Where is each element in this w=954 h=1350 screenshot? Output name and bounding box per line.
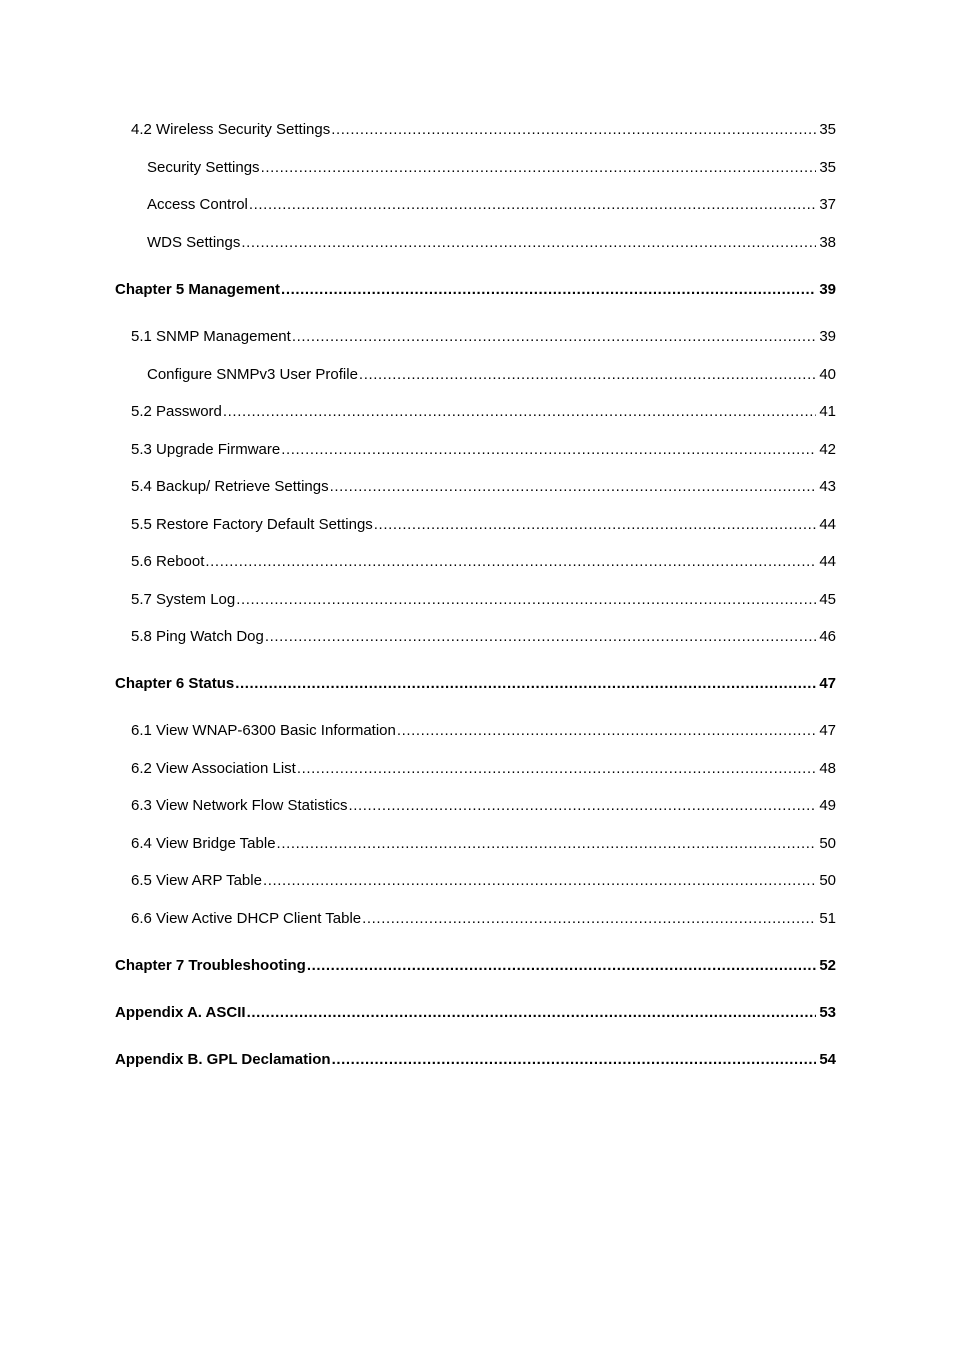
- toc-entry-page: 37: [819, 196, 836, 213]
- toc-entry-title: 5.5 Restore Factory Default Settings: [131, 516, 373, 533]
- toc-entry[interactable]: [115, 674, 836, 694]
- toc-entry-page: 41: [819, 403, 836, 420]
- toc-entry-page: 44: [819, 516, 836, 533]
- toc-dot-leader: [330, 477, 817, 497]
- toc-entry-page: 38: [819, 234, 836, 251]
- toc-dot-leader: [277, 834, 817, 854]
- toc-entry[interactable]: [131, 909, 836, 929]
- toc-entry-page: 47: [819, 675, 836, 692]
- toc-entry-title: 6.3 View Network Flow Statistics: [131, 797, 348, 814]
- toc-entry-page: 40: [819, 366, 836, 383]
- toc-entry-page: 51: [819, 910, 836, 927]
- toc-entry-title: 6.5 View ARP Table: [131, 872, 262, 889]
- toc-entry[interactable]: [131, 120, 836, 140]
- toc-dot-leader: [292, 327, 817, 347]
- toc-dot-leader: [281, 280, 816, 300]
- toc-entry-title: Security Settings: [147, 159, 260, 176]
- toc-entry[interactable]: [131, 759, 836, 779]
- toc-entry-page: 45: [819, 591, 836, 608]
- toc-entry-title: 5.1 SNMP Management: [131, 328, 291, 345]
- toc-entry[interactable]: [115, 1003, 836, 1023]
- toc-entry-page: 43: [819, 478, 836, 495]
- toc-entry[interactable]: [131, 590, 836, 610]
- toc-entry-title: 5.8 Ping Watch Dog: [131, 628, 264, 645]
- toc-entry[interactable]: [147, 195, 836, 215]
- toc-entry-page: 54: [819, 1051, 836, 1068]
- toc-entry-title: 4.2 Wireless Security Settings: [131, 121, 331, 138]
- toc-dot-leader: [362, 909, 816, 929]
- toc-dot-leader: [247, 1003, 817, 1023]
- toc-dot-leader: [307, 956, 816, 976]
- toc-entry[interactable]: [115, 956, 836, 976]
- toc-dot-leader: [235, 674, 816, 694]
- toc-entry-page: 53: [819, 1004, 836, 1021]
- toc-entry[interactable]: [115, 1050, 836, 1070]
- toc-entry-page: 52: [819, 957, 836, 974]
- toc-entry-title: Configure SNMPv3 User Profile: [147, 366, 358, 383]
- toc-entry-title: 5.2 Password: [131, 403, 222, 420]
- toc-entry-title: 5.3 Upgrade Firmware: [131, 441, 281, 458]
- toc-entry-page: 50: [819, 835, 836, 852]
- toc-entry-page: 35: [819, 159, 836, 176]
- toc-dot-leader: [359, 365, 816, 385]
- toc-dot-leader: [374, 515, 817, 535]
- toc-entry[interactable]: [131, 327, 836, 347]
- toc-entry[interactable]: [131, 721, 836, 741]
- toc-entry[interactable]: [131, 440, 836, 460]
- toc-dot-leader: [261, 158, 817, 178]
- toc-entry[interactable]: [147, 233, 836, 253]
- toc-entry-page: 47: [819, 722, 836, 739]
- toc-entry-title: Chapter 7 Troubleshooting: [115, 957, 306, 974]
- toc-dot-leader: [397, 721, 816, 741]
- toc-dot-leader: [236, 590, 816, 610]
- toc-entry-title: Appendix A. ASCII: [115, 1004, 246, 1021]
- toc-entry-title: 5.7 System Log: [131, 591, 236, 608]
- toc-dot-leader: [331, 120, 816, 140]
- toc-entry[interactable]: [115, 280, 836, 300]
- toc-entry-title: WDS Settings: [147, 234, 241, 251]
- toc-entry-page: 39: [819, 328, 836, 345]
- toc-dot-leader: [263, 871, 816, 891]
- toc-dot-leader: [223, 402, 816, 422]
- toc-entry-title: Appendix B. GPL Declamation: [115, 1051, 331, 1068]
- toc-entry-page: 42: [819, 441, 836, 458]
- toc-dot-leader: [265, 627, 816, 647]
- toc-entry-title: Chapter 5 Management: [115, 281, 281, 298]
- toc-entry-title: 6.2 View Association List: [131, 760, 296, 777]
- toc-entry-page: 49: [819, 797, 836, 814]
- toc-dot-leader: [241, 233, 816, 253]
- toc-dot-leader: [332, 1050, 817, 1070]
- toc-entry[interactable]: [131, 796, 836, 816]
- toc-entry[interactable]: [147, 158, 836, 178]
- toc-entry[interactable]: [131, 402, 836, 422]
- toc-dot-leader: [297, 759, 816, 779]
- toc-entry-title: 5.6 Reboot: [131, 553, 205, 570]
- toc-entry[interactable]: [131, 477, 836, 497]
- toc-entry-page: 46: [819, 628, 836, 645]
- toc-entry[interactable]: [131, 871, 836, 891]
- toc-entry-page: 35: [819, 121, 836, 138]
- toc-dot-leader: [348, 796, 816, 816]
- toc-entry-title: 6.1 View WNAP-6300 Basic Information: [131, 722, 396, 739]
- toc-entry-title: Chapter 6 Status: [115, 675, 235, 692]
- toc-entry-title: Access Control: [147, 196, 248, 213]
- toc-entry[interactable]: [131, 627, 836, 647]
- toc-entry-page: 48: [819, 760, 836, 777]
- toc-entry-title: 6.4 View Bridge Table: [131, 835, 276, 852]
- toc-entry-page: 50: [819, 872, 836, 889]
- toc-entry[interactable]: [131, 515, 836, 535]
- toc-entry-page: 39: [819, 281, 836, 298]
- toc-entry[interactable]: [131, 552, 836, 572]
- toc-dot-leader: [281, 440, 816, 460]
- toc-entry-page: 44: [819, 553, 836, 570]
- toc-entry[interactable]: [147, 365, 836, 385]
- toc-entry-title: 5.4 Backup/ Retrieve Settings: [131, 478, 329, 495]
- toc-entry-title: 6.6 View Active DHCP Client Table: [131, 910, 362, 927]
- toc-entry[interactable]: [131, 834, 836, 854]
- toc-dot-leader: [249, 195, 816, 215]
- toc-dot-leader: [205, 552, 816, 572]
